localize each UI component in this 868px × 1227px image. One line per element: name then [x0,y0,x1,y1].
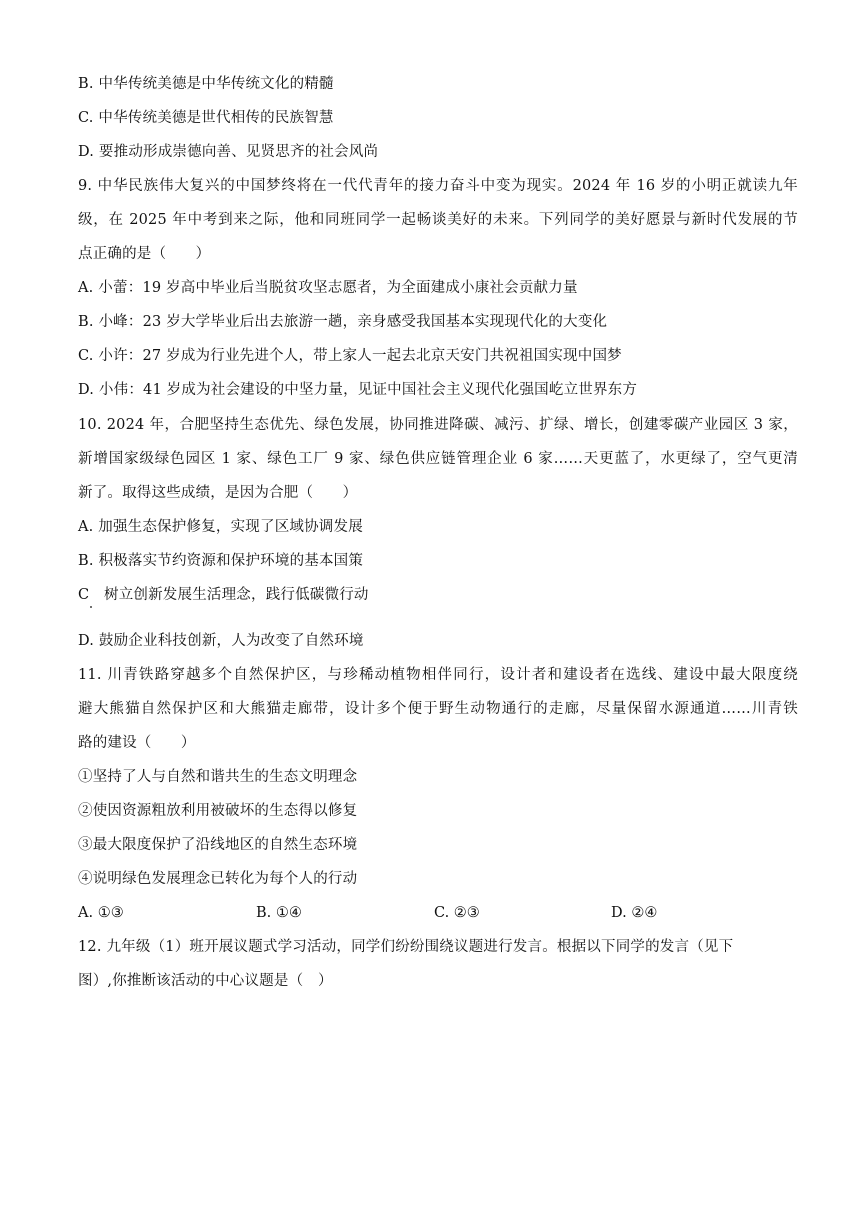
q11-option-a: A. ①③ [78,905,124,921]
q10-stem-line3: 新了。取得这些成绩，是因为合肥（ ） [78,485,358,501]
q9-option-d: D. 小伟：41 岁成为社会建设的中坚力量，见证中国社会主义现代化强国屹立世界东方 [78,382,638,398]
q8-option-b: B. 中华传统美德是中华传统文化的精髓 [78,76,334,92]
q12-stem-line2: 图）,你推断该活动的中心议题是（ ） [78,973,333,989]
q10-option-d: D. 鼓励企业科技创新，人为改变了自然环境 [78,633,364,649]
q9-option-b: B. 小峰：23 岁大学毕业后出去旅游一趟，亲身感受我国基本实现现代化的大变化 [78,314,608,330]
q9-option-c: C. 小许：27 岁成为行业先进个人，带上家人一起去北京天安门共祝祖国实现中国梦 [78,348,622,364]
q11-statement-3: ③最大限度保护了沿线地区的自然生态环境 [78,837,358,853]
q11-options-row [78,903,798,923]
q10-stem-line1: 10. 2024 年，合肥坚持生态优先、绿色发展，协同推进降碳、减污、扩绿、增长，创建零碳产业园区 3 家， [78,417,798,433]
q11-stem-line1: 11. 川青铁路穿越多个自然保护区，与珍稀动植物相伴同行，设计者和建设者在选线、建设中最大限度绕 [78,667,798,683]
q9-stem-line2: 级，在 2025 年中考到来之际，他和同班同学一起畅谈美好的未来。下列同学的美好愿景与新时代发展的节 [78,212,798,228]
q10-option-b: B. 积极落实节约资源和保护环境的基本国策 [78,553,364,569]
q8-option-c: C. 中华传统美德是世代相传的民族智慧 [78,110,334,126]
q12-stem-line1: 12. 九年级（1）班开展议题式学习活动，同学们纷纷围绕议题进行发言。根据以下同学的发言（见下 [78,939,734,955]
q11-option-b: B. ①④ [256,905,302,921]
q11-stem-line2: 避大熊猫自然保护区和大熊猫走廊带，设计多个便于野生动物通行的走廊，尽量保留水源通道……川青铁 [78,701,798,717]
q9-stem-line1: 9. 中华民族伟大复兴的中国梦终将在一代代青年的接力奋斗中变为现实。2024 年 16 岁的小明正就读九年 [78,178,798,194]
q10-stem-line2: 新增国家级绿色园区 1 家、绿色工厂 9 家、绿色供应链管理企业 6 家……天更蓝了，水更绿了，空气更清 [78,451,798,467]
q11-statement-2: ②使因资源粗放利用被破坏的生态得以修复 [78,803,358,819]
q11-option-d: D. ②④ [611,905,658,921]
q11-option-c: C. ②③ [434,905,480,921]
q11-statement-4: ④说明绿色发展理念已转化为每个人的行动 [78,871,358,887]
stray-dot-mark [90,606,92,608]
q10-option-a: A. 加强生态保护修复，实现了区域协调发展 [78,519,363,535]
q9-option-a: A. 小蕾：19 岁高中毕业后当脱贫攻坚志愿者，为全面建成小康社会贡献力量 [78,280,578,296]
q11-statement-1: ①坚持了人与自然和谐共生的生态文明理念 [78,769,358,785]
q11-stem-line3: 路的建设（ ） [78,735,196,751]
q9-stem-line3: 点正确的是（ ） [78,246,211,262]
q8-option-d: D. 要推动形成崇德向善、见贤思齐的社会风尚 [78,144,379,160]
q10-option-c: C 树立创新发展生活理念，践行低碳微行动 [78,587,369,603]
